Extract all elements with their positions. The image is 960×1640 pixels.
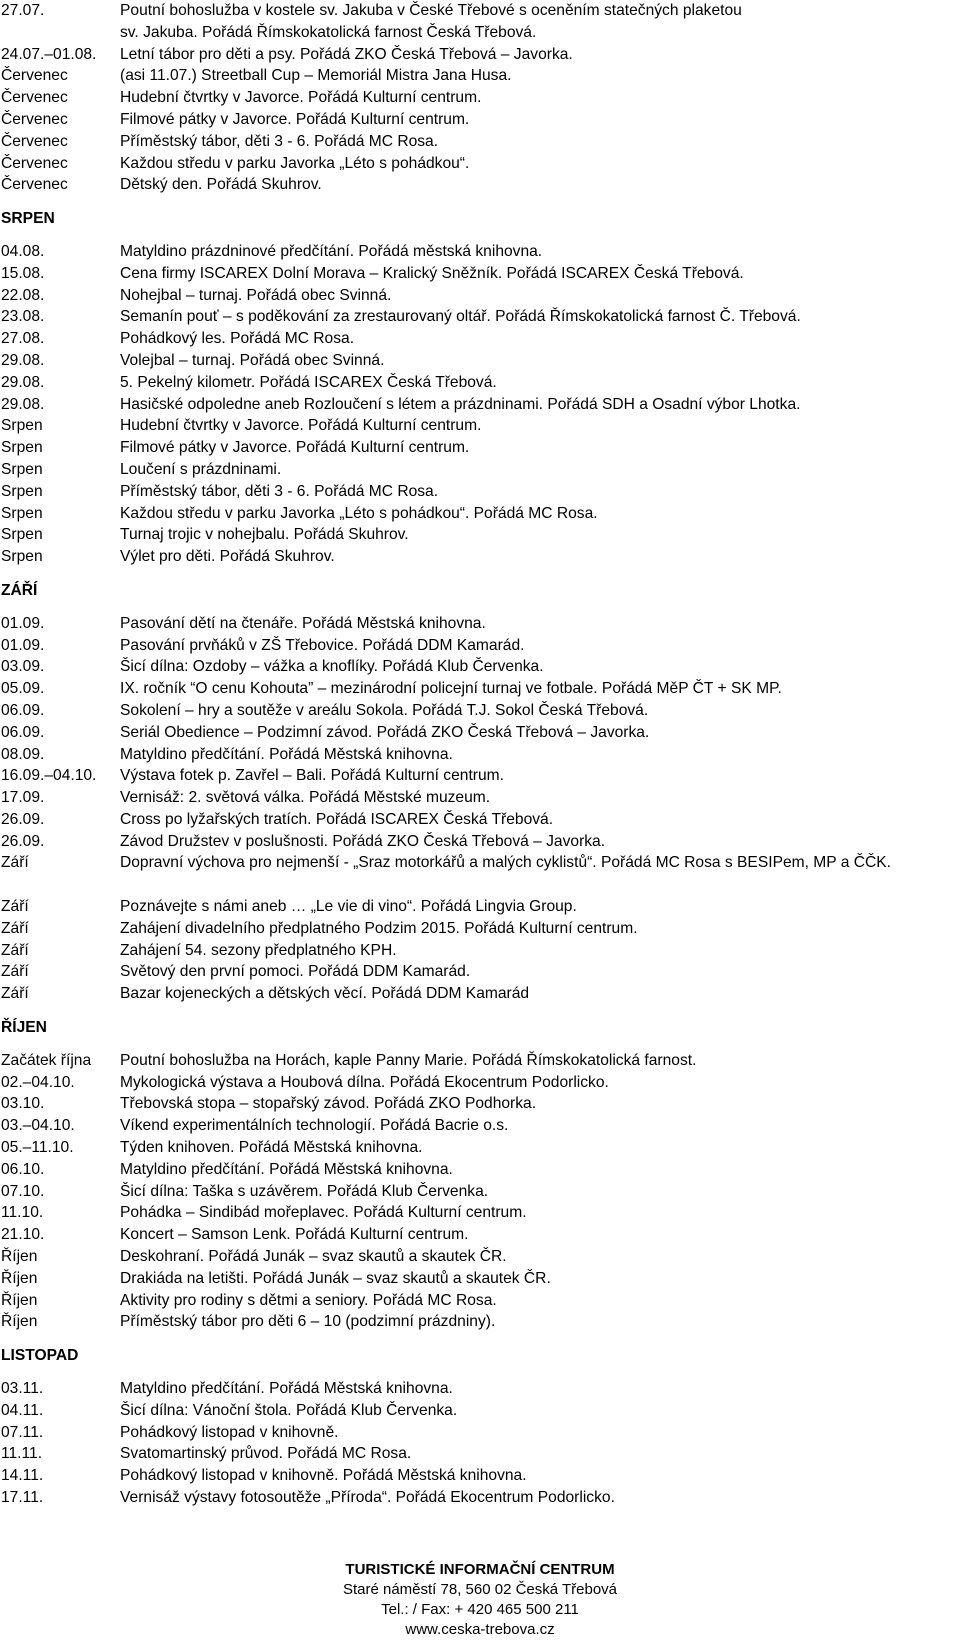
event-description: Matyldino prázdninové předčítání. Pořádá městská knihovna. — [120, 242, 543, 260]
event-description: Třebovská stopa – stopařský závod. Pořádá ZKO Podhorka. — [120, 1095, 537, 1113]
event-description: Seriál Obedience – Podzimní závod. Pořádá ZKO Česká Třebová – Javorka. — [120, 723, 650, 741]
footer-web: www.ceska-trebova.cz — [405, 1621, 555, 1638]
event-description: Deskohraní. Pořádá Junák – svaz skautů a skautek ČR. — [120, 1248, 507, 1266]
event-description: Vernisáž výstavy fotosoutěže „Příroda“. Pořádá Ekocentrum Podorlicko. — [120, 1489, 615, 1506]
event-date: 11.10. — [1, 1204, 44, 1222]
event-date: Červenec — [1, 132, 68, 150]
event-row — [0, 131, 955, 153]
event-row — [0, 1137, 955, 1159]
event-date: 01.09. — [1, 614, 45, 632]
event-row — [0, 1487, 955, 1509]
event-description: Cena firmy ISCAREX Dolní Morava – Kralický Sněžník. Pořádá ISCAREX Česká Třebová. — [120, 264, 744, 282]
event-date: Začátek října — [1, 1051, 92, 1069]
event-date: Září — [1, 854, 29, 872]
event-row — [0, 503, 955, 525]
event-description: Dětský den. Pořádá Skuhrov. — [120, 176, 322, 194]
event-description: Mykologická výstava a Houbová dílna. Pořádá Ekocentrum Podorlicko. — [120, 1073, 609, 1091]
event-row — [0, 1072, 955, 1094]
event-description: sv. Jakuba. Pořádá Římskokatolická farnost Česká Třebová. — [120, 23, 537, 41]
event-date: 03.10. — [1, 1095, 45, 1113]
event-date: 23.08. — [1, 308, 45, 326]
event-description: Semanín pouť – s poděkování za zrestaurovaný oltář. Pořádá Římskokatolická farnost Č. Třebová. — [120, 308, 801, 326]
event-date: 21.10. — [1, 1226, 45, 1244]
event-description: Zahájení divadelního předplatného Podzim 2015. Pořádá Kulturní centrum. — [120, 919, 638, 937]
event-description: Loučení s prázdninami. — [120, 460, 282, 478]
event-description: Vernisáž: 2. světová válka. Pořádá Městské muzeum. — [120, 789, 491, 807]
event-description: Příměstský tábor, děti 3 - 6. Pořádá MC Rosa. — [120, 482, 439, 500]
event-date: Září — [1, 963, 29, 981]
event-description: Pasování dětí na čtenáře. Pořádá Městská knihovna. — [120, 614, 486, 632]
event-description: Cross po lyžařských tratích. Pořádá ISCAREX Česká Třebová. — [120, 810, 554, 828]
event-date: Červenec — [1, 154, 68, 172]
event-row — [0, 109, 955, 131]
event-description: Příměstský tábor, děti 3 - 6. Pořádá MC Rosa. — [120, 132, 439, 150]
event-date: Srpen — [1, 482, 43, 500]
event-row — [0, 87, 955, 109]
event-date: 04.08. — [1, 242, 45, 260]
event-description: Pohádkový listopad v knihovně. Pořádá Městská knihovna. — [120, 1467, 527, 1485]
event-description: Týden knihoven. Pořádá Městská knihovna. — [120, 1139, 423, 1157]
event-row — [0, 44, 955, 66]
event-description: Pasování prvňáků v ZŠ Třebovice. Pořádá DDM Kamarád. — [120, 636, 525, 654]
event-row — [0, 1181, 955, 1203]
event-date: Červenec — [1, 176, 68, 194]
event-date: 16.09.–04.10. — [1, 767, 97, 785]
event-description: Šicí dílna: Vánoční štola. Pořádá Klub Červenka. — [120, 1401, 458, 1419]
event-description: Každou středu v parku Javorka „Léto s pohádkou“. — [120, 154, 470, 172]
event-date: 15.08. — [1, 264, 45, 282]
event-description: Výlet pro děti. Pořádá Skuhrov. — [120, 548, 335, 566]
event-date: Červenec — [1, 110, 68, 128]
event-description: Hudební čtvrtky v Javorce. Pořádá Kulturní centrum. — [120, 89, 482, 107]
month-heading: ŘÍJEN — [1, 1019, 47, 1037]
event-row — [0, 983, 955, 1005]
event-description: 5. Pekelný kilometr. Pořádá ISCAREX Česká Třebová. — [120, 373, 497, 391]
month-heading: ZÁŘÍ — [1, 581, 38, 599]
event-date: Září — [1, 919, 29, 937]
event-date: Srpen — [1, 460, 43, 478]
event-row — [0, 722, 955, 744]
footer-phone: Tel.: / Fax: + 420 465 500 211 — [381, 1601, 579, 1618]
event-date: 06.09. — [1, 701, 45, 719]
event-date: 06.09. — [1, 723, 45, 741]
event-row — [0, 1400, 955, 1422]
footer-title: TURISTICKÉ INFORMAČNÍ CENTRUM — [345, 1561, 615, 1578]
event-row — [0, 809, 955, 831]
event-date: 05.–11.10. — [1, 1139, 74, 1157]
event-row — [0, 1311, 955, 1333]
footer-address: Staré náměstí 78, 560 02 Česká Třebová — [342, 1581, 618, 1598]
event-row — [0, 174, 955, 196]
event-description: Poutní bohoslužba v kostele sv. Jakuba v České Třebové s oceněním statečných plaketou — [120, 2, 742, 19]
event-row — [0, 22, 955, 44]
event-date: 02.–04.10. — [1, 1073, 75, 1091]
event-row — [0, 940, 955, 962]
event-row — [0, 1378, 955, 1400]
event-description: Hudební čtvrtky v Javorce. Pořádá Kulturní centrum. — [120, 417, 482, 435]
event-description: Příměstský tábor pro děti 6 – 10 (podzimní prázdniny). — [120, 1313, 496, 1331]
event-row — [0, 350, 955, 372]
event-description: Matyldino předčítání. Pořádá Městská knihovna. — [120, 1380, 453, 1398]
event-date: Říjen — [1, 1291, 38, 1309]
event-description: Matyldino předčítání. Pořádá Městská knihovna. — [120, 1160, 453, 1178]
event-description: Pohádkový listopad v knihovně. — [120, 1423, 339, 1441]
event-date: 04.11. — [1, 1401, 44, 1419]
event-date: 17.09. — [1, 789, 45, 807]
event-row — [0, 241, 955, 263]
event-description: Drakiáda na letišti. Pořádá Junák – svaz skautů a skautek ČR. — [120, 1269, 551, 1287]
event-date: 06.10. — [1, 1160, 45, 1178]
event-description: Sokolení – hry a soutěže v areálu Sokola. Pořádá T.J. Sokol Česká Třebová. — [120, 701, 649, 719]
event-date: 03.09. — [1, 658, 45, 676]
event-date: 03.–04.10. — [1, 1117, 75, 1135]
event-date: 29.08. — [1, 351, 45, 369]
event-row — [0, 153, 955, 175]
event-description: Výstava fotek p. Zavřel – Bali. Pořádá Kulturní centrum. — [120, 767, 504, 785]
event-date: 17.11. — [1, 1489, 44, 1506]
event-row — [0, 1093, 955, 1115]
event-date: 14.11. — [1, 1467, 44, 1485]
event-description: Hasičské odpoledne aneb Rozloučení s létem a prázdninami. Pořádá SDH a Osadní výbor Lhotka. — [120, 395, 801, 413]
event-date: 07.11. — [1, 1423, 44, 1441]
event-row — [0, 306, 955, 328]
event-date: 01.09. — [1, 636, 45, 654]
event-description: Závod Družstev v poslušnosti. Pořádá ZKO Česká Třebová – Javorka. — [120, 832, 606, 850]
event-row — [0, 765, 955, 787]
event-date: Srpen — [1, 504, 43, 522]
event-row — [0, 700, 955, 722]
event-date: 27.08. — [1, 330, 45, 348]
event-row — [0, 437, 955, 459]
event-row — [0, 394, 955, 416]
event-description: Aktivity pro rodiny s dětmi a seniory. Pořádá MC Rosa. — [120, 1291, 497, 1309]
event-date: Říjen — [1, 1248, 38, 1266]
event-date: Srpen — [1, 417, 43, 435]
event-row — [0, 1290, 955, 1312]
event-row — [0, 1224, 955, 1246]
event-date: 05.09. — [1, 680, 45, 698]
event-description: Filmové pátky v Javorce. Pořádá Kulturní centrum. — [120, 439, 470, 457]
event-row — [0, 546, 955, 568]
event-date: Září — [1, 898, 29, 916]
event-row — [0, 1115, 955, 1137]
event-row — [0, 524, 955, 546]
event-date: Srpen — [1, 439, 43, 457]
event-description: Světový den první pomoci. Pořádá DDM Kamarád. — [120, 963, 471, 981]
event-row — [0, 263, 955, 285]
event-row — [0, 744, 955, 766]
event-date: Srpen — [1, 526, 43, 544]
event-date: Září — [1, 985, 29, 1003]
event-row — [0, 1202, 955, 1224]
event-date: Září — [1, 941, 29, 959]
event-description: Letní tábor pro děti a psy. Pořádá ZKO Česká Třebová – Javorka. — [120, 45, 573, 63]
event-row — [0, 918, 955, 940]
event-date: 26.09. — [1, 832, 45, 850]
event-description: (asi 11.07.) Streetball Cup – Memoriál Mistra Jana Husa. — [120, 67, 512, 85]
event-row — [0, 1159, 955, 1181]
event-row — [0, 415, 955, 437]
event-row — [0, 613, 955, 635]
event-description: Matyldino předčítání. Pořádá Městská knihovna. — [120, 745, 453, 763]
event-description: Šicí dílna: Ozdoby – vážka a knoflíky. Pořádá Klub Červenka. — [120, 658, 544, 676]
event-description: Bazar kojeneckých a dětských věcí. Pořádá DDM Kamarád — [120, 985, 530, 1003]
event-date: 22.08. — [1, 286, 45, 304]
event-date: Říjen — [1, 1269, 38, 1287]
event-date: 11.11. — [1, 1445, 43, 1463]
event-description: Filmové pátky v Javorce. Pořádá Kulturní centrum. — [120, 110, 470, 128]
event-description: Poznávejte s námi aneb … „Le vie di vino“. Pořádá Lingvia Group. — [120, 898, 577, 916]
event-description: Koncert – Samson Lenk. Pořádá Kulturní centrum. — [120, 1226, 469, 1244]
event-date: 26.09. — [1, 810, 45, 828]
event-date: 29.08. — [1, 373, 45, 391]
event-date: Červenec — [1, 67, 68, 85]
event-row — [0, 65, 955, 87]
event-row — [0, 1443, 955, 1465]
footer — [0, 1560, 960, 1640]
event-date: 03.11. — [1, 1380, 44, 1398]
event-row — [0, 896, 955, 918]
event-row — [0, 0, 955, 22]
event-row — [0, 459, 955, 481]
event-date: 29.08. — [1, 395, 45, 413]
event-date: Srpen — [1, 548, 43, 566]
event-description: Nohejbal – turnaj. Pořádá obec Svinná. — [120, 286, 392, 304]
event-date: Říjen — [1, 1313, 38, 1331]
event-row — [0, 635, 955, 657]
event-description: Poutní bohoslužba na Horách, kaple Panny Marie. Pořádá Římskokatolická farnost. — [120, 1051, 697, 1069]
event-description: Svatomartinský průvod. Pořádá MC Rosa. — [120, 1445, 412, 1463]
event-date: Červenec — [1, 89, 68, 107]
event-row — [0, 1268, 955, 1290]
event-row — [0, 787, 955, 809]
month-heading: SRPEN — [1, 210, 55, 228]
event-description: IX. ročník “O cenu Kohouta” – mezinárodní policejní turnaj ve fotbale. Pořádá MěP ČT + SK MP. — [120, 680, 782, 698]
event-description: Volejbal – turnaj. Pořádá obec Svinná. — [120, 351, 385, 369]
event-description: Víkend experimentálních technologií. Pořádá Bacrie o.s. — [120, 1117, 509, 1135]
event-date: 07.10. — [1, 1182, 45, 1200]
event-date: 27.07. — [1, 2, 45, 19]
event-row — [0, 852, 955, 896]
event-row — [0, 678, 955, 700]
event-row — [0, 1422, 955, 1444]
event-date: 08.09. — [1, 745, 45, 763]
event-description: Šicí dílna: Taška s uzávěrem. Pořádá Klub Červenka. — [120, 1182, 489, 1200]
event-description: Každou středu v parku Javorka „Léto s pohádkou“. Pořádá MC Rosa. — [120, 504, 598, 522]
event-row — [0, 656, 955, 678]
event-row — [0, 831, 955, 853]
event-description: Dopravní výchova pro nejmenší - „Sraz motorkářů a malých cyklistů“. Pořádá MC Rosa s BESIPem, MP a ČČK. — [120, 854, 891, 872]
event-description: Pohádkový les. Pořádá MC Rosa. — [120, 330, 355, 348]
event-row — [0, 961, 955, 983]
month-heading: LISTOPAD — [1, 1347, 79, 1365]
event-description: Pohádka – Sindibád mořeplavec. Pořádá Kulturní centrum. — [120, 1204, 527, 1222]
event-row — [0, 1246, 955, 1268]
event-row — [0, 372, 955, 394]
event-description: Turnaj trojic v nohejbalu. Pořádá Skuhrov. — [120, 526, 409, 544]
event-row — [0, 285, 955, 307]
event-description: Zahájení 54. sezony předplatného KPH. — [120, 941, 397, 959]
event-date: 24.07.–01.08. — [1, 45, 97, 63]
event-row — [0, 1465, 955, 1487]
event-row — [0, 481, 955, 503]
event-row — [0, 328, 955, 350]
event-row — [0, 1050, 955, 1072]
